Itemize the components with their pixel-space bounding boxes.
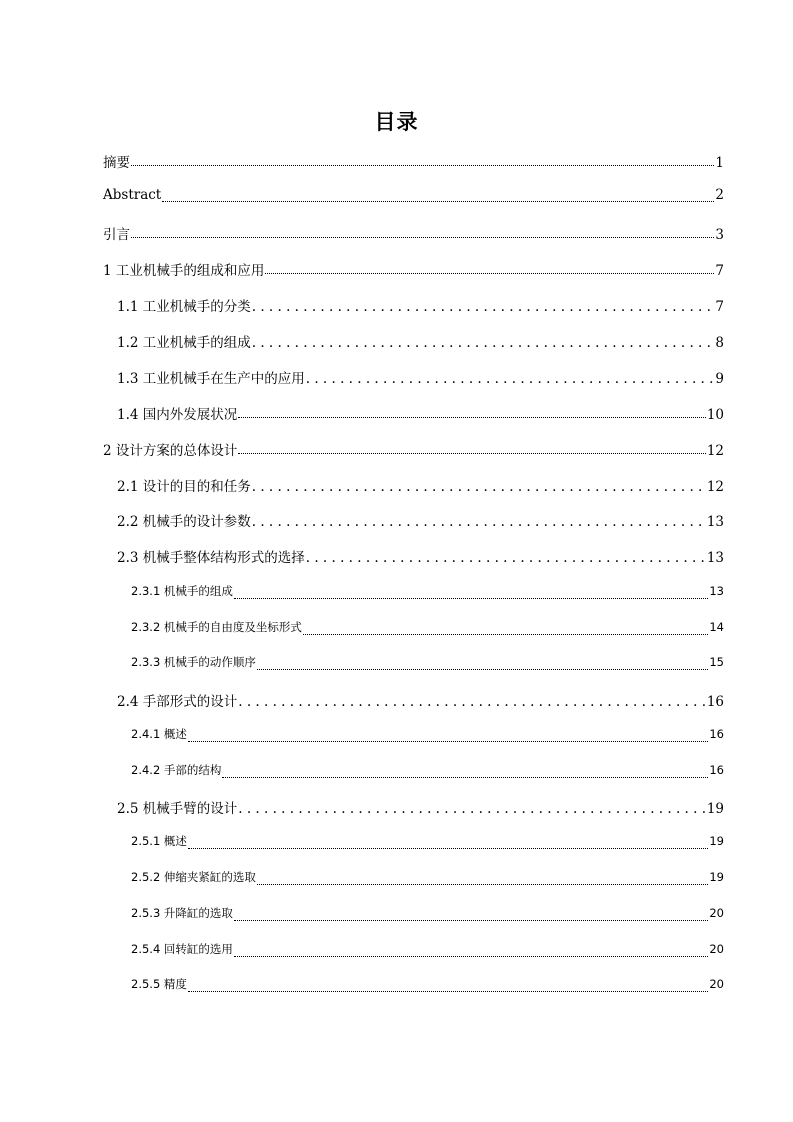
toc-leader-dots — [257, 669, 708, 670]
toc-page-number: 9 — [715, 371, 724, 387]
toc-leader-dots — [188, 991, 708, 992]
toc-page-number: 1 — [715, 155, 724, 171]
toc-leader-dots — [131, 237, 714, 238]
toc-entry-label: 1 工业机械手的组成和应用 — [103, 263, 265, 279]
toc-page-number: 16 — [709, 727, 724, 741]
toc-entry-chapter-1[interactable] — [103, 259, 724, 279]
toc-entry-introduction[interactable] — [103, 223, 724, 243]
toc-leader-dots — [303, 634, 708, 635]
toc-leader-dots — [265, 273, 714, 274]
toc-leader-dots — [162, 201, 714, 202]
toc-leader-dots — [234, 920, 708, 921]
toc-entry-label: 摘要 — [103, 155, 130, 171]
toc-entry-label: 2.3.2 机械手的自由度及坐标形式 — [131, 620, 302, 634]
page-title: 目录 — [374, 110, 419, 134]
toc-page-number: 20 — [709, 942, 724, 956]
toc-entry-section-2-1[interactable] — [117, 475, 724, 495]
toc-page-number: 8 — [715, 335, 724, 351]
toc-entry-subsection-2-3-3[interactable] — [131, 654, 724, 674]
toc-leader-dots — [188, 848, 708, 849]
toc-page-number: 3 — [715, 227, 724, 243]
toc-entry-label: 引言 — [103, 227, 130, 243]
toc-page-number: 20 — [709, 977, 724, 991]
toc-entry-label: 1.4 国内外发展状况 — [117, 407, 238, 423]
toc-entry-subsection-2-5-5[interactable] — [131, 976, 724, 996]
toc-page-number: 15 — [709, 655, 724, 669]
toc-leader-dots — [238, 694, 706, 710]
toc-entry-section-1-2[interactable] — [117, 331, 724, 351]
toc-entry-label: 2.5.2 伸缩夹紧缸的选取 — [131, 870, 256, 884]
toc-page-number: 19 — [709, 834, 724, 848]
toc-entry-label: 2.5.5 精度 — [131, 977, 187, 991]
toc-page-number: 14 — [709, 620, 724, 634]
toc-entry-subsection-2-5-1[interactable] — [131, 833, 724, 853]
toc-leader-dots — [234, 598, 708, 599]
toc-entry-label: 2.5 机械手臂的设计 — [117, 801, 238, 817]
toc-page-number: 10 — [706, 407, 724, 423]
toc-leader-dots — [252, 479, 706, 495]
toc-entry-section-2-4[interactable] — [117, 690, 724, 710]
toc-leader-dots — [238, 453, 705, 454]
toc-leader-dots — [238, 801, 706, 817]
toc-entry-label: 2 设计方案的总体设计 — [103, 443, 238, 459]
toc-leader-dots — [252, 335, 715, 351]
toc-leader-dots — [306, 371, 715, 387]
toc-entry-subsection-2-5-2[interactable] — [131, 869, 724, 889]
toc-entry-subsection-2-5-4[interactable] — [131, 941, 724, 961]
toc-page-number: 16 — [706, 694, 724, 710]
toc-entry-label: 2.4.2 手部的结构 — [131, 763, 222, 777]
toc-entry-subsection-2-5-3[interactable] — [131, 905, 724, 925]
toc-entry-section-1-1[interactable] — [117, 295, 724, 315]
toc-leader-dots — [306, 550, 706, 566]
toc-entry-label: Abstract — [103, 187, 162, 203]
toc-page-number: 16 — [709, 763, 724, 777]
toc-page-number: 7 — [715, 263, 724, 279]
toc-entry-label: 2.3.3 机械手的动作顺序 — [131, 655, 256, 669]
toc-page-number: 2 — [715, 187, 724, 203]
toc-entry-abstract-cn[interactable] — [103, 151, 724, 171]
toc-entry-subsection-2-3-1[interactable] — [131, 583, 724, 603]
toc-leader-dots — [257, 884, 708, 885]
toc-page-number: 19 — [706, 801, 724, 817]
toc-entry-label: 2.4 手部形式的设计 — [117, 694, 238, 710]
toc-entry-label: 2.5.1 概述 — [131, 834, 187, 848]
toc-page-number: 19 — [709, 870, 724, 884]
toc-page-number: 20 — [709, 906, 724, 920]
toc-page-number: 13 — [706, 514, 724, 530]
toc-entry-subsection-2-4-2[interactable] — [131, 762, 724, 782]
toc-page-number: 12 — [706, 479, 724, 495]
toc-entry-abstract-en[interactable] — [103, 187, 724, 207]
toc-entry-label: 2.5.4 回转缸的选用 — [131, 942, 233, 956]
toc-entry-label: 2.3 机械手整体结构形式的选择 — [117, 550, 305, 566]
toc-page-number: 13 — [709, 584, 724, 598]
toc-leader-dots — [234, 956, 708, 957]
toc-leader-dots — [238, 417, 706, 418]
toc-entry-label: 2.3.1 机械手的组成 — [131, 584, 233, 598]
toc-entry-section-1-3[interactable] — [117, 367, 724, 387]
toc-entry-chapter-2[interactable] — [103, 439, 724, 459]
toc-entry-section-2-5[interactable] — [117, 797, 724, 817]
toc-page-number: 12 — [706, 443, 724, 459]
toc-leader-dots — [252, 299, 715, 315]
toc-entry-label: 2.1 设计的目的和任务 — [117, 479, 251, 495]
toc-entry-section-2-2[interactable] — [117, 510, 724, 530]
toc-leader-dots — [252, 514, 706, 530]
toc-entry-label: 1.2 工业机械手的组成 — [117, 335, 251, 351]
toc-entry-label: 2.5.3 升降缸的选取 — [131, 906, 233, 920]
toc-page-number: 7 — [715, 299, 724, 315]
toc-page-number: 13 — [706, 550, 724, 566]
toc-entry-label: 1.3 工业机械手在生产中的应用 — [117, 371, 305, 387]
toc-entry-subsection-2-4-1[interactable] — [131, 726, 724, 746]
toc-entry-label: 2.2 机械手的设计参数 — [117, 514, 251, 530]
toc-entry-label: 2.4.1 概述 — [131, 727, 187, 741]
toc-entry-section-1-4[interactable] — [117, 403, 724, 423]
toc-entry-subsection-2-3-2[interactable] — [131, 619, 724, 639]
toc-leader-dots — [131, 165, 714, 166]
toc-leader-dots — [188, 741, 708, 742]
toc-entry-section-2-3[interactable] — [117, 546, 724, 566]
toc-entry-label: 1.1 工业机械手的分类 — [117, 299, 251, 315]
toc-leader-dots — [222, 777, 708, 778]
